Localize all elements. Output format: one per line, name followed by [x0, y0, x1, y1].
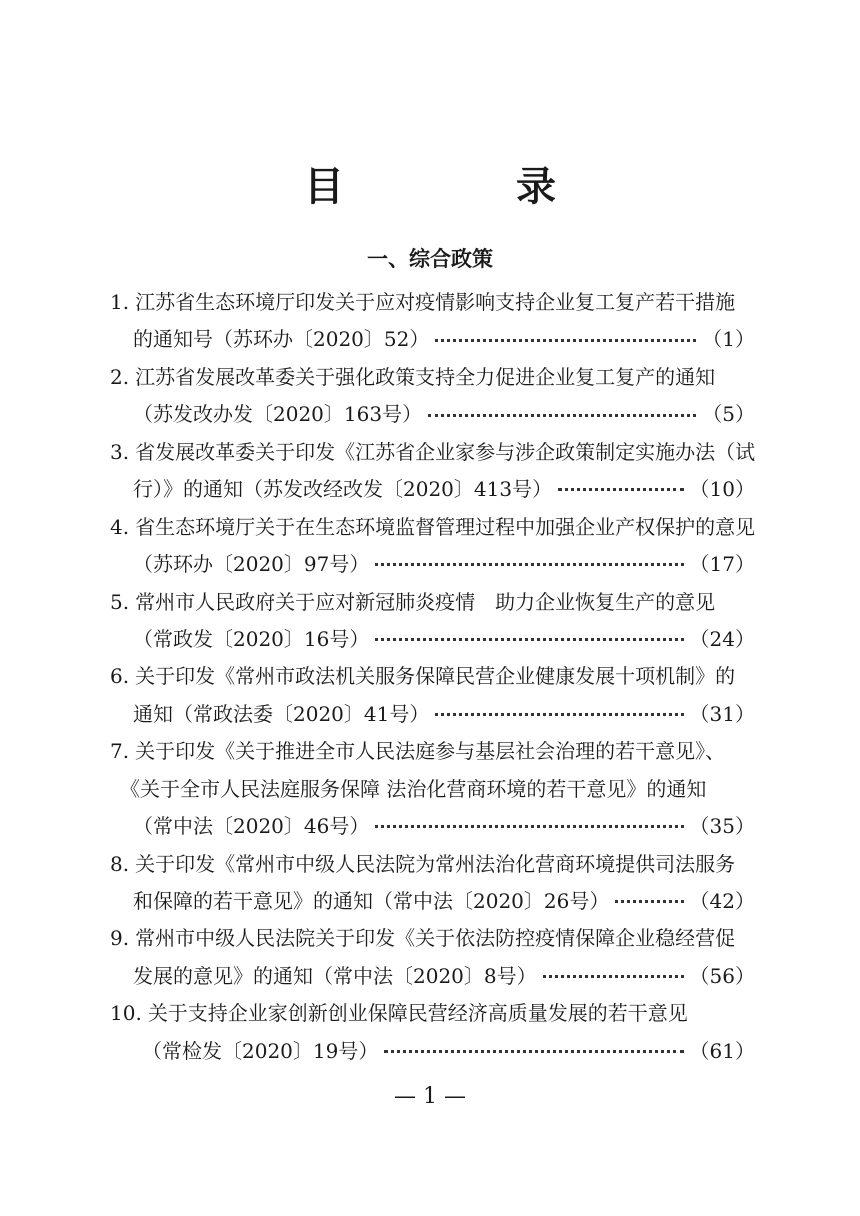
toc-entry-title-end: 行）》的通知（苏发改经改发〔2020〕413号）	[133, 477, 553, 502]
toc-entry[interactable]	[110, 359, 755, 434]
toc-entry-page-number: （42）	[689, 889, 755, 913]
toc-entry-page-number: （24）	[689, 626, 755, 651]
toc-entry[interactable]	[110, 584, 755, 659]
toc-entry-last-line	[110, 471, 755, 508]
dot-leader	[375, 563, 683, 566]
toc-entry-number: 5.	[110, 589, 130, 614]
toc-entry-page-number: （5）	[702, 402, 755, 427]
toc-entry-page-number: （10）	[689, 477, 755, 502]
dot-leader	[615, 900, 683, 903]
toc-entry-number: 2.	[110, 364, 130, 389]
toc-entry-number: 1.	[110, 290, 130, 314]
toc-entry-title: 省生态环境厅关于在生态环境监督管理过程中加强企业产权保护的意见	[135, 514, 756, 539]
toc-entry-first-line	[110, 920, 755, 957]
toc-entry-first-line	[110, 509, 755, 546]
toc-entry-last-line	[110, 321, 755, 358]
toc-entry-page-number: （17）	[689, 552, 755, 577]
toc-entry-title: 江苏省生态环境厅印发关于应对疫情影响支持企业复工复产若干措施	[135, 290, 736, 314]
toc-entry-last-line	[110, 621, 755, 658]
page-title: 目 录	[304, 163, 622, 210]
toc-entry-title-end: （苏环办〔2020〕97号）	[133, 552, 370, 577]
toc-entry-number: 3.	[110, 439, 130, 464]
toc-entry[interactable]	[110, 920, 755, 995]
dot-leader	[435, 713, 683, 716]
toc-entry[interactable]	[110, 995, 755, 1070]
page-number-footer: — 1 —	[394, 1084, 466, 1109]
toc-entry[interactable]	[110, 733, 755, 845]
toc-entry-title: 关于印发《关于推进全市人民法庭参与基层社会治理的若干意见》、	[135, 739, 726, 764]
toc-entry-first-line	[110, 733, 755, 770]
toc-entry-title-end: （常政发〔2020〕16号）	[133, 626, 370, 651]
toc-entry-page-number: （1）	[702, 327, 755, 352]
toc-entry-title-end: 发展的意见》的通知（常中法〔2020〕8号）	[133, 963, 537, 988]
toc-entry-title-end: （苏发改办发〔2020〕163号）	[133, 402, 423, 427]
toc-entry-title: 关于印发《常州市中级人民法院为常州法治化营商环境提供司法服务	[135, 851, 736, 876]
toc-entry-page-number: （31）	[689, 701, 755, 726]
toc-entry-page-number: （61）	[689, 1038, 755, 1063]
toc-entry-first-line	[110, 995, 755, 1032]
toc-entry-title: 江苏省发展改革委关于强化政策支持全力促进企业复工复产的通知	[135, 364, 716, 389]
toc-entry-last-line	[110, 883, 755, 920]
toc-entry[interactable]	[110, 846, 755, 921]
table-of-contents	[110, 284, 755, 1070]
toc-entry-title-end: 的通知号（苏环办〔2020〕52）	[133, 327, 430, 352]
toc-entry-last-line	[110, 1033, 755, 1070]
toc-entry-number: 10.	[110, 1001, 142, 1026]
dot-leader	[375, 638, 683, 641]
toc-entry-last-line	[110, 546, 755, 583]
toc-entry[interactable]	[110, 434, 755, 509]
dot-leader	[428, 414, 696, 417]
toc-entry-last-line	[110, 958, 755, 995]
toc-entry-title: 常州市人民政府关于应对新冠肺炎疫情 助力企业恢复生产的意见	[135, 589, 716, 614]
toc-entry[interactable]	[110, 658, 755, 733]
toc-entry-title-end: 通知（常政法委〔2020〕41号）	[133, 701, 430, 726]
toc-entry-number: 9.	[110, 926, 130, 951]
toc-entry-title: 省发展改革委关于印发《江苏省企业家参与涉企政策制定实施办法（试	[135, 439, 756, 464]
toc-entry-page-number: （35）	[689, 814, 755, 839]
toc-entry-number: 8.	[110, 851, 130, 876]
toc-entry-number: 4.	[110, 514, 130, 539]
toc-entry-page-number: （56）	[689, 963, 755, 988]
section-heading: 一、综合政策	[367, 247, 493, 271]
toc-entry-title-end: 和保障的若干意见》的通知（常中法〔2020〕26号）	[133, 889, 610, 913]
toc-entry-title: 关于支持企业家创新创业保障民营经济高质量发展的若干意见	[147, 1001, 688, 1026]
toc-entry-last-line	[110, 808, 755, 845]
dot-leader	[558, 488, 683, 491]
toc-entry-last-line	[110, 696, 755, 733]
dot-leader	[435, 339, 696, 342]
toc-entry-first-line	[110, 284, 755, 321]
toc-entry-title-end: （常检发〔2020〕19号）	[142, 1038, 379, 1063]
toc-entry-number: 7.	[110, 739, 130, 764]
toc-entry-last-line	[110, 396, 755, 433]
toc-entry-first-line	[110, 846, 755, 883]
toc-entry-title-continued: 《关于全市人民法庭服务保障 法治化营商环境的若干意见》的通知	[120, 776, 707, 801]
toc-entry-first-line	[110, 434, 755, 471]
toc-entry-title: 关于印发《常州市政法机关服务保障民营企业健康发展十项机制》的	[135, 664, 736, 689]
toc-entry[interactable]	[110, 509, 755, 584]
dot-leader	[375, 825, 683, 828]
dot-leader	[543, 975, 684, 978]
toc-entry-title: 常州市中级人民法院关于印发《关于依法防控疫情保障企业稳经营促	[135, 926, 736, 951]
toc-entry-first-line	[110, 359, 755, 396]
dot-leader	[384, 1050, 683, 1053]
toc-entry-first-line	[110, 584, 755, 621]
toc-entry-number: 6.	[110, 664, 130, 689]
toc-entry-first-line	[110, 658, 755, 695]
toc-entry-title-end: （常中法〔2020〕46号）	[133, 814, 370, 839]
toc-entry[interactable]	[110, 284, 755, 359]
